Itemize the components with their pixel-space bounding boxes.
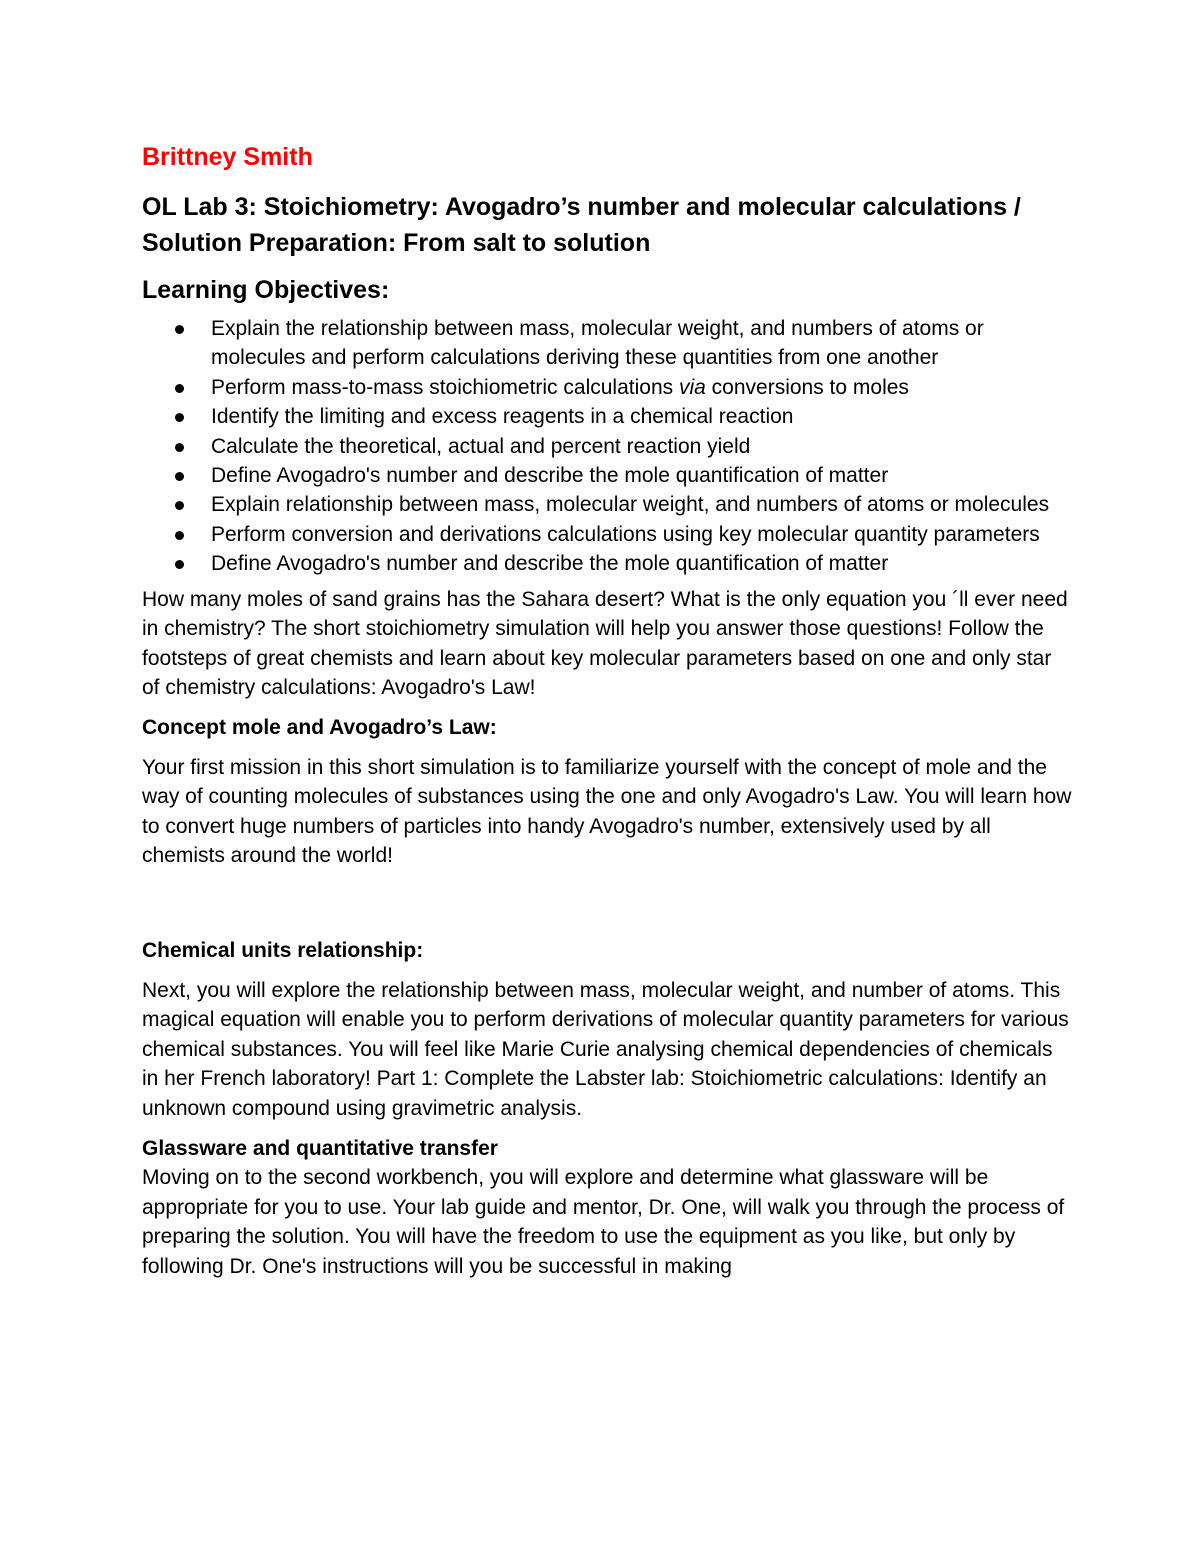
objective-text: Identify the limiting and excess reagents in a chemical reaction	[211, 405, 794, 429]
objective-text-after: conversions to moles	[705, 375, 909, 399]
objective-item	[211, 490, 1072, 519]
spacer	[142, 881, 1072, 936]
bullet-icon	[175, 560, 184, 569]
glassware-heading: Glassware and quantitative transfer	[142, 1136, 498, 1160]
objective-item	[211, 520, 1072, 549]
objective-item	[211, 373, 1072, 402]
concept-paragraph: Your first mission in this short simulation is to familiarize yourself with the concept of mole and the way of counting molecules of substances using the one and only Avogadro's Law. You will learn how to convert huge numbers of particles into handy Avogadro's number, extensively used by all chemists around the world!	[142, 755, 1072, 868]
objective-item	[211, 432, 1072, 461]
objective-item	[211, 314, 1072, 373]
document-page	[142, 138, 1072, 1292]
document-title: OL Lab 3: Stoichiometry: Avogadro’s number and molecular calculations / Solution Preparation: From salt to solution	[142, 193, 1021, 257]
concept-heading: Concept mole and Avogadro’s Law:	[142, 716, 497, 740]
bullet-icon	[175, 443, 184, 452]
objective-item	[211, 402, 1072, 431]
units-heading: Chemical units relationship:	[142, 939, 424, 962]
bullet-icon	[175, 325, 184, 334]
objective-text: Explain relationship between mass, molecular weight, and numbers of atoms or molecules	[211, 493, 1050, 517]
objective-text: Calculate the theoretical, actual and percent reaction yield	[211, 434, 751, 458]
objective-item	[211, 461, 1072, 490]
objective-text: Define Avogadro's number and describe the mole quantification of matter	[211, 464, 889, 488]
bullet-icon	[175, 531, 184, 540]
author-name: Brittney Smith	[142, 143, 313, 171]
objective-text-before: Perform mass-to-mass stoichiometric calculations	[211, 375, 679, 399]
objective-emphasis: via	[678, 375, 706, 399]
bullet-icon	[175, 472, 184, 481]
objective-text: Perform conversion and derivations calculations using key molecular quantity parameters	[211, 522, 1040, 546]
objectives-list	[142, 314, 1072, 579]
bullet-icon	[175, 384, 184, 393]
objective-text: Define Avogadro's number and describe the mole quantification of matter	[211, 552, 889, 576]
objective-text: Explain the relationship between mass, molecular weight, and numbers of atoms or molecules and perform calculations deriving these quantities from one another	[211, 317, 984, 370]
bullet-icon	[175, 413, 184, 422]
glassware-paragraph: Moving on to the second workbench, you will explore and determine what glassware will be appropriate for you to use. Your lab guide and mentor, Dr. One, will walk you through the process of preparing the solution. You will have the freedom to use the equipment as you like, but only by following Dr. One's instructions will you be successful in making	[142, 1166, 1065, 1278]
objectives-heading: Learning Objectives:	[142, 276, 390, 304]
bullet-icon	[175, 501, 184, 510]
units-paragraph: Next, you will explore the relationship between mass, molecular weight, and number of atoms. This magical equation will enable you to perform derivations of molecular quantity parameters for various chemical substances. You will feel like Marie Curie analysing chemical dependencies of chemicals in her French laboratory! Part 1: Complete the Labster lab: Stoichiometric calculations: Identify an unknown compound using gravimetric analysis.	[142, 978, 1069, 1120]
intro-paragraph: How many moles of sand grains has the Sahara desert? What is the only equation you ´ll ever need in chemistry? The short stoichiometry simulation will help you answer those questions! Follow the footsteps of great chemists and learn about key molecular parameters based on one and only star of chemistry calculations: Avogadro's Law!	[142, 587, 1068, 700]
objective-item	[211, 549, 1072, 578]
